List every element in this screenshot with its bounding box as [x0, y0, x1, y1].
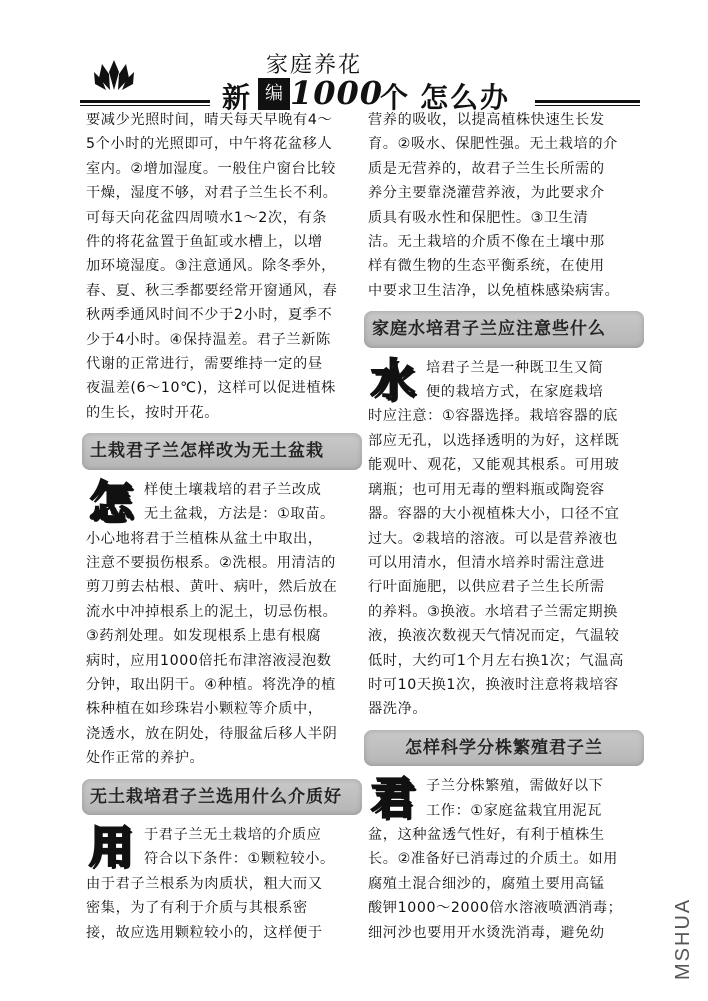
lotus-flower-icon	[92, 58, 136, 92]
drop-cap: 君	[370, 773, 416, 825]
text-line: 接，故应选用颗粒较小的，这样便于	[86, 924, 323, 941]
right-column	[368, 108, 640, 945]
section-heading-soil-to-soilless: 土栽君子兰怎样改为无土盆栽	[82, 433, 362, 469]
section-body-hydroponic	[368, 356, 640, 722]
text-line: 无土盆栽，方法是：①取苗。	[144, 506, 335, 523]
drop-cap: 水	[370, 354, 416, 406]
left-column	[86, 108, 356, 945]
text-line: 部应无孔，以选择透明的为好，这样既	[368, 432, 620, 449]
header-rule-left-thin	[80, 105, 210, 106]
text-line: 密集，为了有利于介质与其根系密	[86, 900, 308, 917]
text-line: 剪刀剪去枯根、黄叶、病叶，然后放在	[86, 579, 338, 596]
text-line: 流水中冲掉根系上的泥土，切忌伤根。	[86, 603, 338, 620]
header-title-end: 怎么办	[420, 81, 511, 114]
text-line: 能观叶、观花，又能观其根系。可用玻	[368, 457, 620, 474]
text-line: 病时，应用1000倍托布津溶液浸泡数	[86, 652, 332, 669]
text-line: 盆，这种盆透气性好，有利于植株生	[368, 826, 605, 843]
text-line: 春、夏、秋三季都要经常开窗通风，春	[86, 282, 338, 299]
text-line: 液，换液次数视天气情况而定，气温较	[368, 628, 620, 645]
text-line: 件的将花盆置于鱼缸或水槽上，以增	[86, 234, 323, 251]
text-line: 细河沙也要用开水烫洗消毒，避免幼	[368, 924, 605, 941]
text-line: 干燥，湿度不够，对君子兰生长不利。	[86, 185, 338, 202]
text-line: 时应注意：①容器选择。栽培容器的底	[368, 408, 618, 425]
text-line: 样使土壤栽培的君子兰改成	[144, 481, 322, 498]
left-intro-paragraph	[86, 108, 356, 425]
text-line: 小心地将君于兰植株从盆土中取出，	[86, 530, 323, 547]
section-heading-hydroponic: 家庭水培君子兰应注意些什么	[364, 311, 644, 347]
text-line: 的生长，按时开花。	[86, 404, 220, 421]
section-body-soil-to-soilless	[86, 478, 356, 771]
text-line: 处作正常的养护。	[86, 750, 205, 767]
text-line: 腐殖土混合细沙的，腐殖土要用高锰	[368, 875, 605, 892]
drop-cap: 怎	[88, 476, 134, 528]
text-line: ③药剂处理。如发现根系上患有根腐	[86, 628, 322, 645]
text-line: 少于4小时。④保持温差。君子兰新陈	[86, 331, 331, 348]
text-line: 质是无营养的，故君子兰生长所需的	[368, 160, 605, 177]
right-intro-paragraph	[368, 108, 640, 303]
text-line: 加环境湿度。③注意通风。除冬季外，	[86, 258, 336, 275]
text-line: 注意不要损伤根系。②洗根。用清洁的	[86, 554, 336, 571]
header-rule-right	[535, 100, 640, 103]
header-subtitle: 家庭养花	[266, 53, 363, 78]
text-line: 可以用清水，但清水培养时需注意进	[368, 554, 605, 571]
text-line: 育。②吸水、保肥性强。无土栽培的介	[368, 136, 618, 153]
drop-cap: 用	[88, 821, 134, 873]
text-line: 培君子兰是一种既卫生又简	[426, 359, 604, 376]
text-line: 洁。无土栽培的介质不像在土壤中那	[368, 234, 605, 251]
header-title-xin: 新	[222, 81, 251, 114]
text-line: 分钟，取出阴干。④种植。将洗净的植	[86, 676, 336, 693]
text-line: 株种植在如珍珠岩小颗粒等介质中，	[86, 701, 323, 718]
section-body-soilless-medium	[86, 823, 356, 945]
header-title-number: 1000	[290, 74, 384, 112]
text-line: 的养料。③换液。水培君子兰需定期换	[368, 603, 618, 620]
text-line: 夜温差(6～10℃)，这样可以促进植株	[86, 380, 336, 397]
text-line: 质具有吸水性和保肥性。③卫生清	[368, 209, 589, 226]
text-line: 璃瓶；也可用无毒的塑料瓶或陶瓷容	[368, 481, 605, 498]
header-title-bian: 编	[258, 78, 290, 110]
text-line: 低时，大约可1个月左右换1次；气温高	[368, 652, 624, 669]
text-line: 行叶面施肥，以供应君子兰生长所需	[368, 579, 605, 596]
text-line: 于君子兰无土栽培的介质应	[144, 826, 322, 843]
text-line: 样有微生物的生态平衡系统，在使用	[368, 258, 605, 275]
text-line: 要减少光照时间，晴天每天早晚有4～	[86, 112, 333, 128]
header-title-ge: 个	[380, 81, 409, 114]
text-line: 由于君子兰根系为肉质状，粗大而又	[86, 875, 323, 892]
section-body-division-propagation	[368, 774, 640, 945]
text-line: 器洗净。	[368, 701, 428, 718]
text-line: 工作：①家庭盆栽宜用泥瓦	[426, 802, 602, 819]
text-line: 过大。②栽培的溶液。可以是营养液也	[368, 530, 618, 547]
text-line: 时可10天换1次，换液时注意将栽培容	[368, 676, 619, 693]
text-line: 长。②准备好已消毒过的介质土。如用	[368, 851, 618, 868]
text-line: 便的栽培方式，在家庭栽培	[426, 384, 604, 401]
header-rule-left	[80, 100, 210, 103]
page-header	[80, 40, 640, 115]
text-line: 营养的吸收，以提高植株快速生长发	[368, 112, 605, 128]
section-heading-soilless-medium: 无土栽培君子兰选用什么介质好	[82, 779, 362, 815]
watermark: MSHUA	[672, 897, 694, 980]
text-line: 符合以下条件：①颗粒较小。	[144, 851, 335, 868]
text-line: 代谢的正常进行，需要维持一定的昼	[86, 356, 323, 373]
text-line: 养分主要靠浇灌营养液，为此要求介	[368, 185, 605, 202]
text-line: 子兰分株繁殖，需做好以下	[426, 778, 604, 795]
text-line: 器。容器的大小视植株大小，口径不宜	[368, 506, 620, 523]
text-line: 秋两季通风时间不少于2小时，夏季不	[86, 307, 333, 324]
text-line: 酸钾1000～2000倍水溶液喷洒消毒；	[368, 900, 623, 917]
header-rule-right-thin	[535, 105, 640, 106]
text-line: 5个小时的光照即可，中午将花盆移人	[86, 136, 333, 153]
text-line: 浇透水，放在阴处，待服盆后移人半阴	[86, 725, 338, 742]
text-line: 室内。②增加湿度。一般住户窗台比较	[86, 160, 336, 177]
section-heading-division-propagation: 怎样科学分株繁殖君子兰	[364, 730, 644, 766]
text-line: 可每天向花盆四周喷水1～2次，有条	[86, 209, 328, 226]
text-line: 中要求卫生洁净，以免植株感染病害。	[368, 282, 620, 299]
